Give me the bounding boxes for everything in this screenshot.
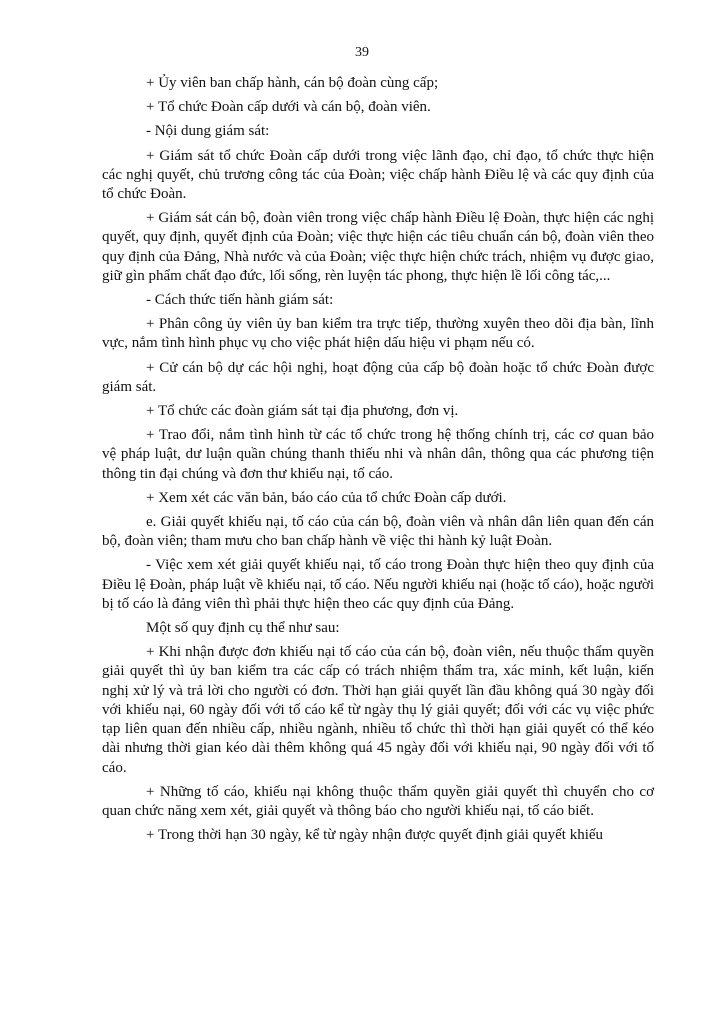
- paragraph: + Giám sát tổ chức Đoàn cấp dưới trong việc lãnh đạo, chỉ đạo, tổ chức thực hiện các nghị quyết, chủ trương công tác của Đoàn; việc chấp hành Điều lệ và các quy định của tổ chức Đoàn.: [102, 147, 654, 203]
- paragraph: + Cử cán bộ dự các hội nghị, hoạt động của cấp bộ đoàn hoặc tổ chức Đoàn được giám sát.: [102, 359, 654, 395]
- paragraph: + Trong thời hạn 30 ngày, kể từ ngày nhận được quyết định giải quyết khiếu: [146, 827, 604, 844]
- paragraph: + Giám sát cán bộ, đoàn viên trong việc chấp hành Điều lệ Đoàn, thực hiện các nghị quyết, quy định, quyết định của Đoàn; việc thực hiện các tiêu chuẩn cán bộ, đoàn viên theo quy định của Đảng, Nhà nước và của Đoàn; việc thực hiện chức trách, nhiệm vụ được giao, giữ gìn phẩm chất đạo đức, lối sống, rèn luyện tác phong, thực hiện lề lối công tác,...: [102, 210, 654, 284]
- paragraph: + Khi nhận được đơn khiếu nại tố cáo của cán bộ, đoàn viên, nếu thuộc thẩm quyền giải quyết thì ủy ban kiểm tra các cấp có trách nhiệm thẩm tra, xác minh, kết luận, kiến nghị xử lý và trả lời cho người có đơn. Thời hạn giải quyết lần đầu không quá 30 ngày đối với khiếu nại, 60 ngày đối với tố cáo kể từ ngày thụ lý giải quyết; đối với các vụ việc phức tạp liên quan đến nhiều cấp, nhiều ngành, nhiều tổ chức thì thời hạn giải quyết có thể kéo dài nhưng thời gian kéo dài thêm không quá 45 ngày đối với khiếu nại, 90 ngày đối với tố cáo.: [102, 644, 654, 776]
- paragraph: + Trao đổi, nắm tình hình từ các tổ chức trong hệ thống chính trị, các cơ quan bảo vệ pháp luật, dư luận quần chúng thanh thiếu nhi và nhân dân, thông qua các phương tiện thông tin đại chúng và đơn thư khiếu nại, tố cáo.: [102, 427, 654, 482]
- page-number: 39: [355, 45, 369, 60]
- paragraph: + Ủy viên ban chấp hành, cán bộ đoàn cùng cấp;: [146, 75, 439, 91]
- paragraph: + Phân công ủy viên ủy ban kiểm tra trực tiếp, thường xuyên theo dõi địa bàn, lĩnh vực, nắm tình hình phục vụ cho việc phát hiện dấu hiệu vi phạm nếu có.: [102, 316, 654, 352]
- paragraph: + Những tố cáo, khiếu nại không thuộc thẩm quyền giải quyết thì chuyển cho cơ quan chức năng xem xét, giải quyết và thông báo cho người khiếu nại, tố cáo biết.: [102, 783, 654, 819]
- paragraph: + Tổ chức các đoàn giám sát tại địa phương, đơn vị.: [146, 403, 459, 420]
- paragraph: + Tổ chức Đoàn cấp dưới và cán bộ, đoàn viên.: [146, 99, 431, 116]
- paragraph: e. Giải quyết khiếu nại, tố cáo của cán bộ, đoàn viên và nhân dân liên quan đến cán bộ, đoàn viên; tham mưu cho ban chấp hành về việc thi hành kỷ luật Đoàn.: [102, 514, 654, 550]
- paragraph: - Cách thức tiến hành giám sát:: [146, 292, 334, 309]
- paragraph: - Việc xem xét giải quyết khiếu nại, tố cáo trong Đoàn thực hiện theo quy định của Điều lệ Đoàn, pháp luật về khiếu nại, tố cáo. Nếu người khiếu nại (hoặc tố cáo), hoặc người bị tố cáo là đảng viên thì phải thực hiện theo các quy định của Đảng.: [102, 557, 654, 612]
- paragraph: - Nội dung giám sát:: [146, 123, 270, 140]
- paragraph: + Xem xét các văn bản, báo cáo của tổ chức Đoàn cấp dưới.: [146, 489, 507, 506]
- paragraph: Một số quy định cụ thể như sau:: [146, 620, 340, 637]
- page-content: [102, 74, 654, 850]
